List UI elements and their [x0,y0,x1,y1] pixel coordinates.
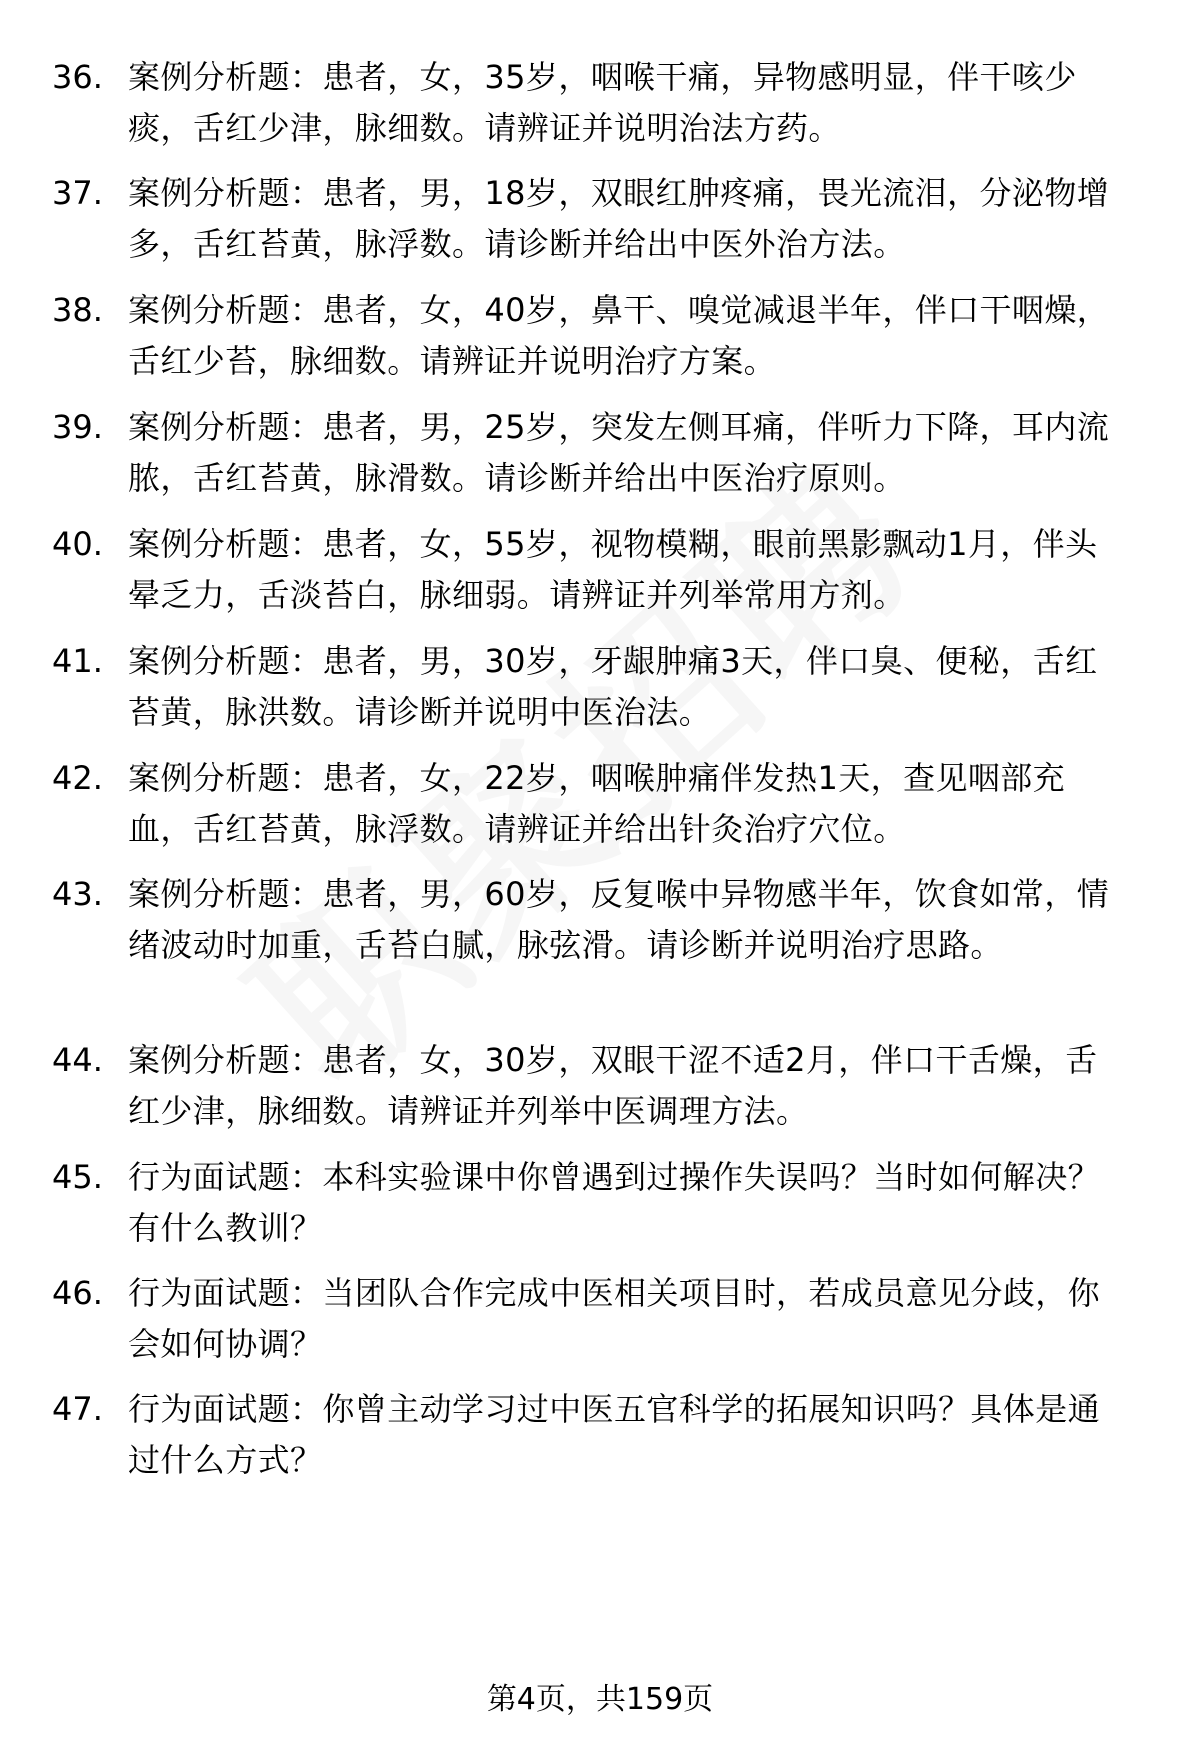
question-text: 案例分析题：患者，女，30岁，双眼干涩不适2月，伴口干舌燥，舌红少津，脉细数。请辨证并列举中医调理方法。 [128,1041,1098,1130]
question-number: 45. [52,1158,103,1196]
question-number: 36. [52,58,103,96]
question-number: 44. [52,1041,103,1079]
question-text: 案例分析题：患者，女，22岁，咽喉肿痛伴发热1天，查见咽部充血，舌红苔黄，脉浮数。请辨证并给出针灸治疗穴位。 [128,759,1066,848]
question-text: 案例分析题：患者，男，60岁，反复喉中异物感半年，饮食如常，情绪波动时加重，舌苔白腻，脉弦滑。请诊断并说明治疗思路。 [128,875,1110,964]
question-text: 案例分析题：患者，女，55岁，视物模糊，眼前黑影飘动1月，伴头晕乏力，舌淡苔白，脉细弱。请辨证并列举常用方剂。 [128,525,1098,614]
question-item [52,519,1152,621]
question-text: 行为面试题：本科实验课中你曾遇到过操作失误吗？当时如何解决？有什么教训？ [128,1158,1101,1247]
question-number: 41. [52,642,103,680]
question-item [52,1268,1152,1370]
question-item [52,285,1152,387]
question-text: 案例分析题：患者，男，18岁，双眼红肿疼痛，畏光流泪，分泌物增多，舌红苔黄，脉浮数。请诊断并给出中医外治方法。 [128,174,1110,263]
question-text: 案例分析题：患者，女，35岁，咽喉干痛，异物感明显，伴干咳少痰，舌红少津，脉细数。请辨证并说明治法方药。 [128,58,1077,147]
question-text: 案例分析题：患者，女，40岁，鼻干、嗅觉减退半年，伴口干咽燥，舌红少苔，脉细数。请辨证并说明治疗方案。 [128,291,1110,380]
question-item [52,168,1152,270]
question-number: 37. [52,174,103,212]
question-item [52,52,1152,154]
question-text: 案例分析题：患者，男，25岁，突发左侧耳痛，伴听力下降，耳内流脓，舌红苔黄，脉滑数。请诊断并给出中医治疗原则。 [128,408,1110,497]
question-item [52,1035,1152,1137]
question-number: 42. [52,759,103,797]
question-number: 38. [52,291,103,329]
question-number: 46. [52,1274,103,1312]
question-number: 39. [52,408,103,446]
question-number: 40. [52,525,103,563]
question-item [52,753,1152,855]
question-item [52,1152,1152,1254]
question-text: 行为面试题：当团队合作完成中医相关项目时，若成员意见分歧，你会如何协调？ [128,1274,1101,1363]
page-footer: 第4页，共159页 [486,1682,714,1717]
question-item [52,402,1152,504]
question-text: 案例分析题：患者，男，30岁，牙龈肿痛3天，伴口臭、便秘，舌红苔黄，脉洪数。请诊断并说明中医治法。 [128,642,1098,731]
question-item [52,636,1152,738]
question-number: 47. [52,1390,103,1428]
question-item [52,869,1152,971]
question-item [52,1384,1152,1486]
question-number: 43. [52,875,103,913]
question-text: 行为面试题：你曾主动学习过中医五官科学的拓展知识吗？具体是通过什么方式？ [128,1390,1101,1479]
